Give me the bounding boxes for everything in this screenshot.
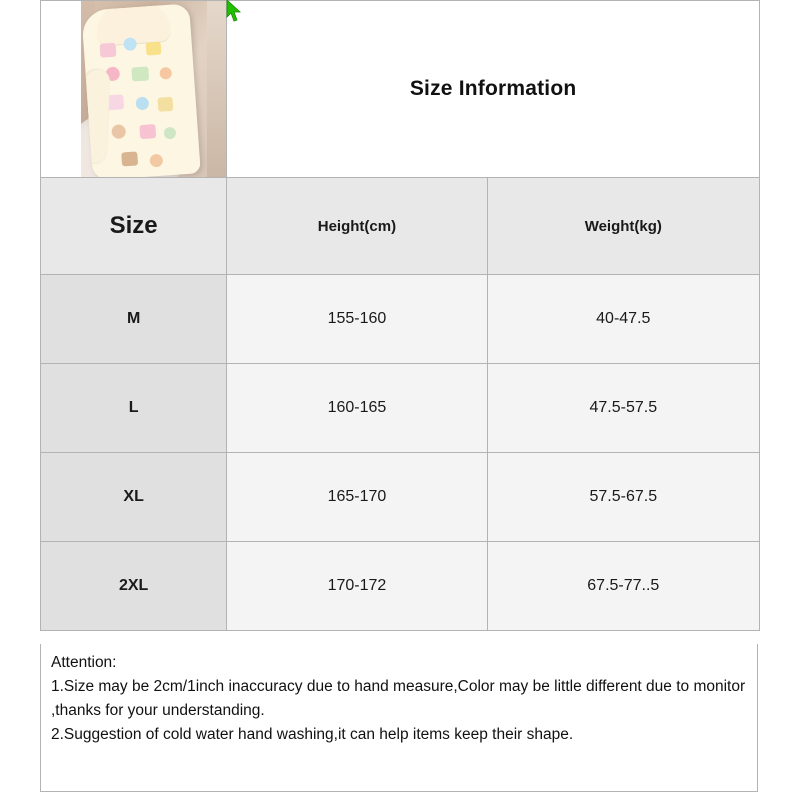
row-weight-value: 40-47.5: [487, 275, 759, 364]
size-information-table: [40, 0, 760, 631]
print-motif: [149, 154, 163, 168]
photo-edge-right: [207, 1, 227, 177]
table-row: [41, 275, 760, 364]
table-header-row: [41, 178, 760, 275]
print-motif: [157, 97, 173, 112]
row-height-value: 165-170: [227, 453, 487, 542]
table-row: [41, 364, 760, 453]
garment-shape: [81, 3, 201, 177]
table-row-header-title: [41, 1, 760, 178]
print-motif: [146, 42, 162, 56]
page-title: Size Information: [409, 77, 577, 100]
print-motif: [121, 151, 138, 166]
row-size-label: XL: [41, 453, 227, 542]
column-header-weight: Weight(kg): [487, 178, 759, 275]
row-size-label: 2XL: [41, 542, 227, 631]
column-header-size: Size: [41, 178, 227, 275]
print-motif: [164, 127, 177, 140]
print-motif: [131, 66, 149, 81]
row-weight-value: 47.5-57.5: [487, 364, 759, 453]
print-motif: [159, 67, 172, 80]
table-row: [41, 453, 760, 542]
print-motif: [135, 96, 149, 110]
row-weight-value: 57.5-67.5: [487, 453, 759, 542]
attention-heading: Attention:: [51, 654, 117, 671]
print-motif: [111, 124, 126, 139]
print-motif: [139, 124, 156, 139]
row-size-label: L: [41, 364, 227, 453]
table-row: [41, 542, 760, 631]
print-motif: [100, 43, 117, 58]
row-weight-value: 67.5-77..5: [487, 542, 759, 631]
attention-box: [40, 644, 758, 792]
attention-line-2: 2.Suggestion of cold water hand washing,it can help items keep their shape.: [51, 726, 574, 743]
product-image-cell: [41, 1, 227, 178]
column-header-height: Height(cm): [227, 178, 487, 275]
attention-line-1: 1.Size may be 2cm/1inch inaccuracy due to hand measure,Color may be little different due to monitor ,thanks for your understanding.: [51, 678, 750, 719]
print-motif: [123, 37, 137, 51]
row-height-value: 155-160: [227, 275, 487, 364]
row-size-label: M: [41, 275, 227, 364]
row-height-value: 170-172: [227, 542, 487, 631]
cursor-arrow-icon: [226, 0, 242, 22]
title-cell: [227, 1, 760, 178]
product-photo-hooded-pajama: [81, 1, 227, 177]
row-height-value: 160-165: [227, 364, 487, 453]
